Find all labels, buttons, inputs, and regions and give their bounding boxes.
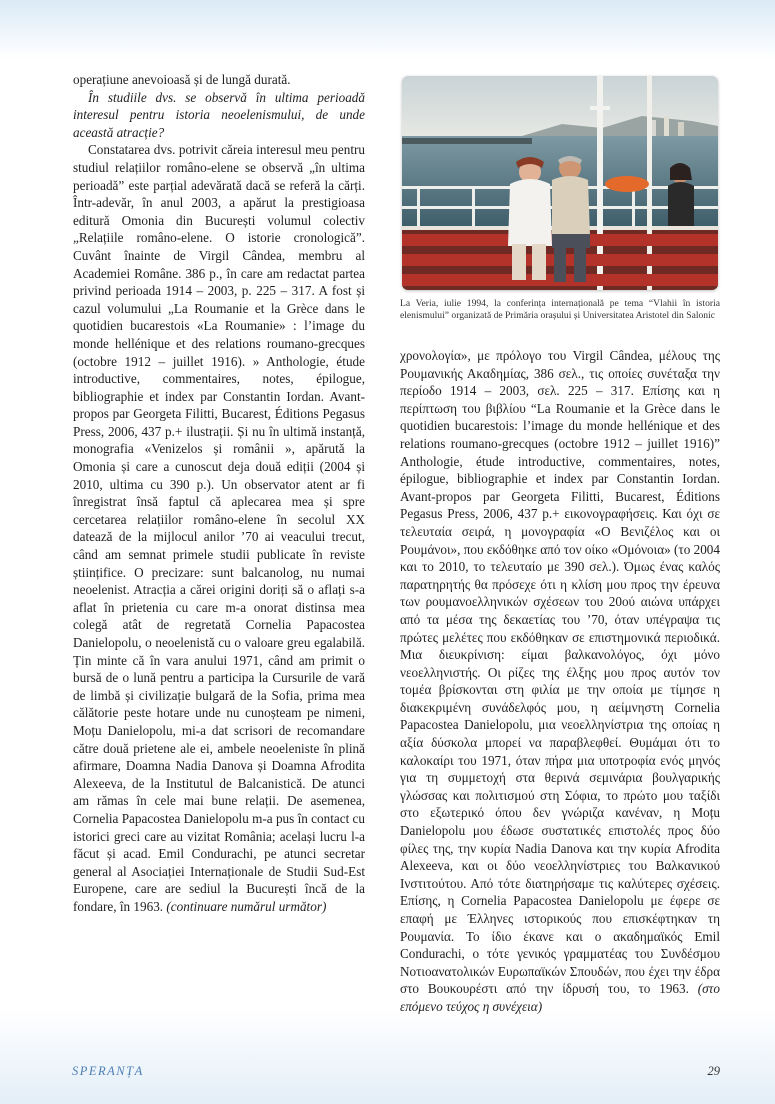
paragraph bbox=[73, 141, 365, 915]
magazine-title: SPERANȚA bbox=[72, 1064, 144, 1078]
photo-image bbox=[402, 76, 718, 290]
greek-text: χρονολογία», με πρόλογο του Virgil Cândea, μέλους της Ρουμανικής Ακαδημίας, 386 σελ., τις οποίες συνέταξα την περίοδο 1914 – 2003, σελ. 225 – 317. Επίσης και η περίπτωση του βιβλίου “La Roumanie et la Grèce dans le quotidien bucarestois: l’image du monde hellénique et des relations roumano-grecques (octobre 1912 – juillet 1916)” Anthologie, étude introductive, commentaires, notes, épilogue, bibliographie et index par Constantin Iordan. Avant-propos par Georgeta Filitti, Bucarest, Éditions Pegasus Press, 2006, 437 p.+ εικονογραφήσεις. Και όχι σε τελευταία σειρά, η μονογραφία «Ο Βενιζέλος και οι Ρουμάνοι», που εκδόθηκε από τον οίκο «Ομόνοια» (το 2004 και το 2010, το τελευταίο με 390 σελ.). Όμως ένας καλός παρατηρητής θα πρόσεχε ότι η κλίση μου προς την έρευνα των ρουμανοελληνικών σχέσεων του 20ού αιώνα υπάρχει από τα μέσα της δεκαετίας του ’70, όταν υπέγραψα τις πρώτες μελέτες που εκδόθηκαν σε επιστημονικά περιοδικά. Μια διευκρίνιση: είμαι βαλκανολόγος, όχι μόνο νεοελληνιστής. Οι ρίζες της έλξης μου προς αυτόν τον τομέα βρίσκονται στη φιλία με την οποία με τίμησε η διακεκριμένη συνάδελφός μου, η αείμνηστη Cornelia Papacostea Danielopolu, μια νεοελληνίστρια της οποίας η αξία δύσκολα μπορεί να παραβλεφθεί. Θυμάμαι ότι το καλοκαίρι του 1971, όταν πήρα μια υποτροφία ενός μηνός για τη συμμετοχή στα θερινά σεμινάρια βουλγαρικής γλώσσας και πολιτισμού στη Σόφια, το πρώτο μου ταξίδι στο εξωτερικό όπου δεν γνώριζα κανέναν, η Moțu Danielopolu μου έδωσε συστατικές επιστολές προς δύο φίλες της, την κυρία Nadia Danova και την κυρία Afrodita Alexeeva, και οι δύο νεοελληνίστριες του Βαλκανικού Ινστιτούτου. Από τότε διατηρήσαμε τις καλύτερες σχέσεις. Επίσης, η Cornelia Papacostea Danielopolu με έφερε σε επαφή με Έλληνες ιστορικούς που επισκέφτηκαν τη Ρουμανία. Το ίδιο έκανε και ο ακαδημαϊκός Emil Condurachi, ο τότε γενικός γραμματέας του Συνδέσμου Νοτιοανατολικών Ευρωπαϊκών Σπουδών, που έχει την έδρα στο Βουκουρέστι από την ίδρυσή του, το 1963. bbox=[400, 348, 720, 997]
continuation-note: (continuare numărul următor) bbox=[166, 898, 327, 914]
photo-caption: La Veria, iulie 1994, la conferința internațională pe tema “Vlahii în istoria elenismului” organizată de Primăria orașului și Universitatea Aristotel din Salonic bbox=[400, 298, 720, 321]
page-number: 29 bbox=[707, 1064, 720, 1078]
left-column bbox=[73, 71, 365, 916]
paragraph bbox=[400, 347, 720, 1016]
paragraph: operațiune anevoioasă și de lungă durată. bbox=[73, 72, 291, 87]
interview-question: În studiile dvs. se observă în ultima perioadă interesul pentru istoria neoelenismului, de unde această atracție? bbox=[73, 89, 365, 140]
answer-text: Constatarea dvs. potrivit căreia interesul meu pentru studiul relațiilor româno-elene se observă „în ultima perioadă” este parțial adevărată dacă se referă la cărți. Într-adevăr, în anul 2003, a apărut la prestigioasa editură Omonia din București volumul colectiv „Relațiile româno-elene. O istorie cronologică”. Cuvânt înainte de Virgil Cândea, membru al Academiei Române. 386 p., în care am redactat partea privind perioada 1914 – 2003, p. 225 – 317. A fost și cazul volumului „La Roumanie et la Grèce dans le quotidien bucarestois «La Roumanie» : l’image du monde hellénique et des relations roumano-grecques (octobre 1912 – juillet 1916). » Anthologie, étude introductive, commentaires, notes, épilogue, bibliographie et index par Constantin Iordan. Avant-propos par Georgeta Filitti, Bucarest, Éditions Pegasus Press, 2006, 437 p.+ ilustrații. Și nu în ultimă instanță, monografia «Venizelos și românii », apărută la Omonia și care a cunoscut deja două ediții (2004 și 2010, ultima cu 390 p.). Un observator atent ar fi înregistrat însă faptul că aplecarea mea și spre cercetarea relațiilor româno-elene în secolul XX datează de la mijlocul anilor ’70 ai veacului trecut, când am semnat primele studii publicate în reviste științifice. O precizare: sunt balcanolog, nu numai neoelenist. Atracția a cărei origini doriți să o aflați s-a aflat în prietenia cu care m-a onorat distinsa mea colegă atât de regretată Cornelia Papacostea Danielopolu, o neoelenistă cu o valoare greu egalabilă. Țin minte că în vara anului 1971, când am primit o bursă de o lună pentru a participa la Cursurile de vară de limbă și civilizație bulgară de la Sofia, prima mea călătorie peste hotare unde nu cunoșteam pe nimeni, Moțu Danielopolu, mi-a dat scrisori de recomandare către două prietene ale ei, ambele neoeleniste în plină afirmare, Doamna Nadia Danova și Doamna Afrodita Alexeeva, de la Institutul de Balcanistică. De atunci am rămas în cele mai bune relații. De asemenea, Cornelia Papacostea Danielopolu m-a pus în contact cu istorici greci care au vizitat România; același lucru l-a făcut și acad. Emil Condurachi, pe atunci secretar general al Asociației Internaționale de Studii Sud-Est Europene, care are sediul la București încă de la fondare, în 1963. bbox=[73, 142, 365, 914]
right-column bbox=[400, 347, 720, 1016]
continuation-note: (στο επόμενο τεύχος η συνέχεια) bbox=[400, 981, 720, 1014]
conference-photo bbox=[402, 76, 718, 290]
